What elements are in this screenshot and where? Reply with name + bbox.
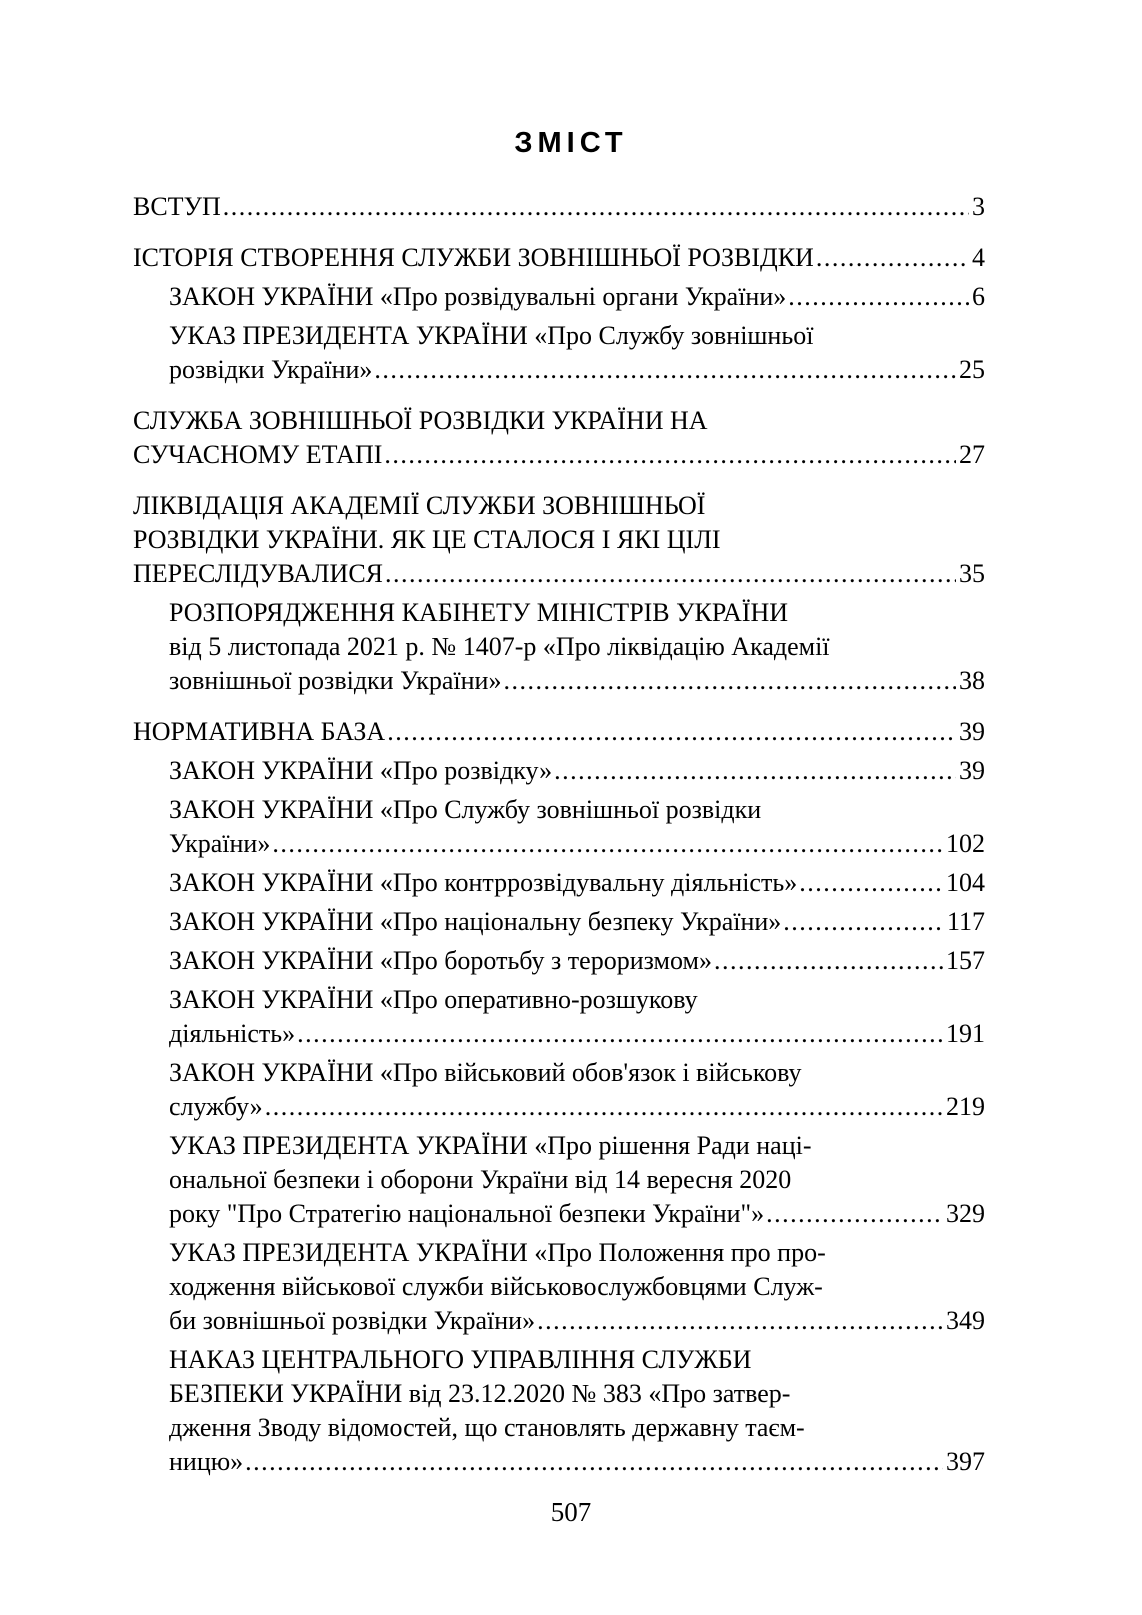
toc-entry-line [169, 353, 985, 387]
toc-entry-line [169, 1270, 985, 1304]
toc-entry-text: РОЗВІДКИ УКРАЇНИ. ЯК ЦЕ СТАЛОСЯ І ЯКІ ЦІЛІ [133, 525, 721, 554]
toc-entry-line [133, 404, 985, 438]
toc-entry-line [169, 280, 985, 314]
dot-leader [374, 353, 956, 387]
toc-entry-text: би зовнішньої розвідки України» [169, 1306, 536, 1335]
toc-entry [133, 715, 985, 749]
dot-leader [799, 866, 943, 900]
toc-entry-line [169, 1163, 985, 1197]
toc-entry-text: ходження військової служби військовослужбовцями Служ- [169, 1272, 823, 1301]
toc-entry-text: УКАЗ ПРЕЗИДЕНТА УКРАЇНИ «Про Положення про про- [169, 1238, 826, 1267]
toc-entry-line [169, 319, 985, 353]
toc-entry-line [133, 438, 985, 472]
toc-list [133, 190, 985, 1479]
toc-entry-line [169, 1445, 985, 1479]
dot-leader [788, 280, 969, 314]
toc-entry [133, 404, 985, 472]
toc-entry-line [169, 1377, 985, 1411]
toc-entry-line [169, 1197, 985, 1231]
toc-entry-line [133, 241, 985, 275]
toc-page-ref: 104 [946, 868, 985, 897]
toc-entry-text: ЗАКОН УКРАЇНИ «Про розвідувальні органи України» [169, 282, 787, 311]
toc-page-ref: 102 [946, 829, 985, 858]
toc-entry [133, 983, 985, 1051]
toc-entry-line [133, 523, 985, 557]
toc-entry-line [169, 793, 985, 827]
dot-leader [297, 1017, 943, 1051]
dot-leader [537, 1304, 943, 1338]
toc-entry-text: ЗАКОН УКРАЇНИ «Про Службу зовнішньої розвідки [169, 795, 762, 824]
toc-entry [133, 241, 985, 275]
dot-leader [766, 1197, 943, 1231]
toc-entry [133, 489, 985, 591]
toc-entry [133, 596, 985, 698]
toc-entry-text: РОЗПОРЯДЖЕННЯ КАБІНЕТУ МІНІСТРІВ УКРАЇНИ [169, 598, 789, 627]
toc-entry-line [169, 905, 985, 939]
toc-entry-text: ЛІКВІДАЦІЯ АКАДЕМІЇ СЛУЖБИ ЗОВНІШНЬОЇ [133, 491, 706, 520]
toc-entry-text: діяльність» [169, 1019, 296, 1048]
page-footer [0, 1497, 1142, 1528]
toc-page-ref: 27 [959, 440, 985, 469]
toc-entry-text: ЗАКОН УКРАЇНИ «Про військовий обов'язок і військову [169, 1058, 802, 1087]
toc-entry-text: України» [169, 829, 271, 858]
toc-entry-line [169, 866, 985, 900]
toc-entry-line [169, 983, 985, 1017]
dot-leader [503, 664, 956, 698]
toc-entry-text: УКАЗ ПРЕЗИДЕНТА УКРАЇНИ «Про Службу зовнішньої [169, 321, 814, 350]
toc-entry [133, 280, 985, 314]
toc-page-ref: 117 [946, 907, 985, 936]
dot-leader [384, 438, 956, 472]
toc-entry [133, 190, 985, 224]
toc-page-ref: 38 [959, 666, 985, 695]
toc-entry-line [169, 664, 985, 698]
dot-leader [714, 944, 943, 978]
dot-leader [783, 905, 944, 939]
toc-entry-line [169, 1236, 985, 1270]
toc-entry-line [169, 827, 985, 861]
dot-leader [385, 557, 956, 591]
toc-page-ref: 39 [959, 756, 985, 785]
toc-entry-line [169, 596, 985, 630]
toc-entry-line [169, 944, 985, 978]
toc-page-ref: 4 [972, 243, 985, 272]
toc-entry [133, 1056, 985, 1124]
dot-leader [816, 241, 969, 275]
dot-leader [265, 1090, 943, 1124]
toc-entry-text: ЗАКОН УКРАЇНИ «Про розвідку» [169, 756, 553, 785]
toc-entry-text: дження Зводу відомостей, що становлять державну таєм- [169, 1413, 805, 1442]
toc-entry-text: ницю» [169, 1447, 244, 1476]
page-title: ЗМІСТ [514, 127, 628, 159]
toc-entry-line [169, 630, 985, 664]
toc-entry-text: СУЧАСНОМУ ЕТАПІ [133, 440, 383, 469]
dot-leader [387, 715, 956, 749]
toc-page-ref: 35 [959, 559, 985, 588]
toc-entry-text: НОРМАТИВНА БАЗА [133, 717, 386, 746]
toc-entry [133, 793, 985, 861]
toc-entry-text: ВСТУП [133, 192, 221, 221]
toc-entry-line [169, 1343, 985, 1377]
toc-entry-line [133, 190, 985, 224]
toc-page-ref: 157 [946, 946, 985, 975]
toc-page-ref: 25 [959, 355, 985, 384]
toc-entry-text: службу» [169, 1092, 263, 1121]
toc-entry [133, 1129, 985, 1231]
toc-page-ref: 3 [972, 192, 985, 221]
toc-entry [133, 944, 985, 978]
toc-entry [133, 1236, 985, 1338]
toc-page-ref: 6 [972, 282, 985, 311]
toc-entry-line [133, 715, 985, 749]
toc-entry-text: ПЕРЕСЛІДУВАЛИСЯ [133, 559, 384, 588]
toc-entry [133, 754, 985, 788]
toc-entry-text: ЗАКОН УКРАЇНИ «Про боротьбу з тероризмом» [169, 946, 712, 975]
toc-entry [133, 1343, 985, 1479]
toc-entry [133, 319, 985, 387]
toc-entry-line [169, 1056, 985, 1090]
toc-entry-text: року "Про Стратегію національної безпеки України"» [169, 1199, 765, 1228]
toc-entry-text: ЗАКОН УКРАЇНИ «Про контррозвідувальну діяльність» [169, 868, 798, 897]
toc-entry-text: розвідки України» [169, 355, 373, 384]
dot-leader [223, 190, 969, 224]
dot-leader [245, 1445, 943, 1479]
toc-entry-text: БЕЗПЕКИ УКРАЇНИ від 23.12.2020 № 383 «Про затвер- [169, 1379, 791, 1408]
toc-entry-line [133, 557, 985, 591]
toc-entry-text: НАКАЗ ЦЕНТРАЛЬНОГО УПРАВЛІННЯ СЛУЖБИ [169, 1345, 752, 1374]
toc-page-ref: 329 [946, 1199, 985, 1228]
toc-entry-line [169, 1090, 985, 1124]
toc-page-ref: 397 [946, 1447, 985, 1476]
toc-entry-line [169, 1129, 985, 1163]
toc-entry-line [169, 1304, 985, 1338]
toc-entry-text: від 5 листопада 2021 р. № 1407-р «Про ліквідацію Академії [169, 632, 830, 661]
toc-entry [133, 866, 985, 900]
toc-page-ref: 349 [946, 1306, 985, 1335]
toc-entry-text: зовнішньої розвідки України» [169, 666, 502, 695]
page-number: 507 [550, 1497, 592, 1527]
toc-entry-line [169, 1017, 985, 1051]
toc-entry-text: ЗАКОН УКРАЇНИ «Про національну безпеку України» [169, 907, 782, 936]
toc-entry-text: ональної безпеки і оборони України від 14 вересня 2020 [169, 1165, 792, 1194]
toc-entry [133, 905, 985, 939]
toc-entry-line [169, 754, 985, 788]
dot-leader [272, 827, 943, 861]
toc-entry-text: ЗАКОН УКРАЇНИ «Про оперативно-розшукову [169, 985, 698, 1014]
toc-entry-text: ІСТОРІЯ СТВОРЕННЯ СЛУЖБИ ЗОВНІШНЬОЇ РОЗВІДКИ [133, 243, 814, 272]
toc-page-ref: 191 [946, 1019, 985, 1048]
toc-entry-line [133, 489, 985, 523]
toc-entry-line [169, 1411, 985, 1445]
toc-page-ref: 39 [959, 717, 985, 746]
toc-entry-text: СЛУЖБА ЗОВНІШНЬОЇ РОЗВІДКИ УКРАЇНИ НА [133, 406, 708, 435]
dot-leader [554, 754, 956, 788]
toc-page-ref: 219 [946, 1092, 985, 1121]
toc-entry-text: УКАЗ ПРЕЗИДЕНТА УКРАЇНИ «Про рішення Ради наці- [169, 1131, 812, 1160]
